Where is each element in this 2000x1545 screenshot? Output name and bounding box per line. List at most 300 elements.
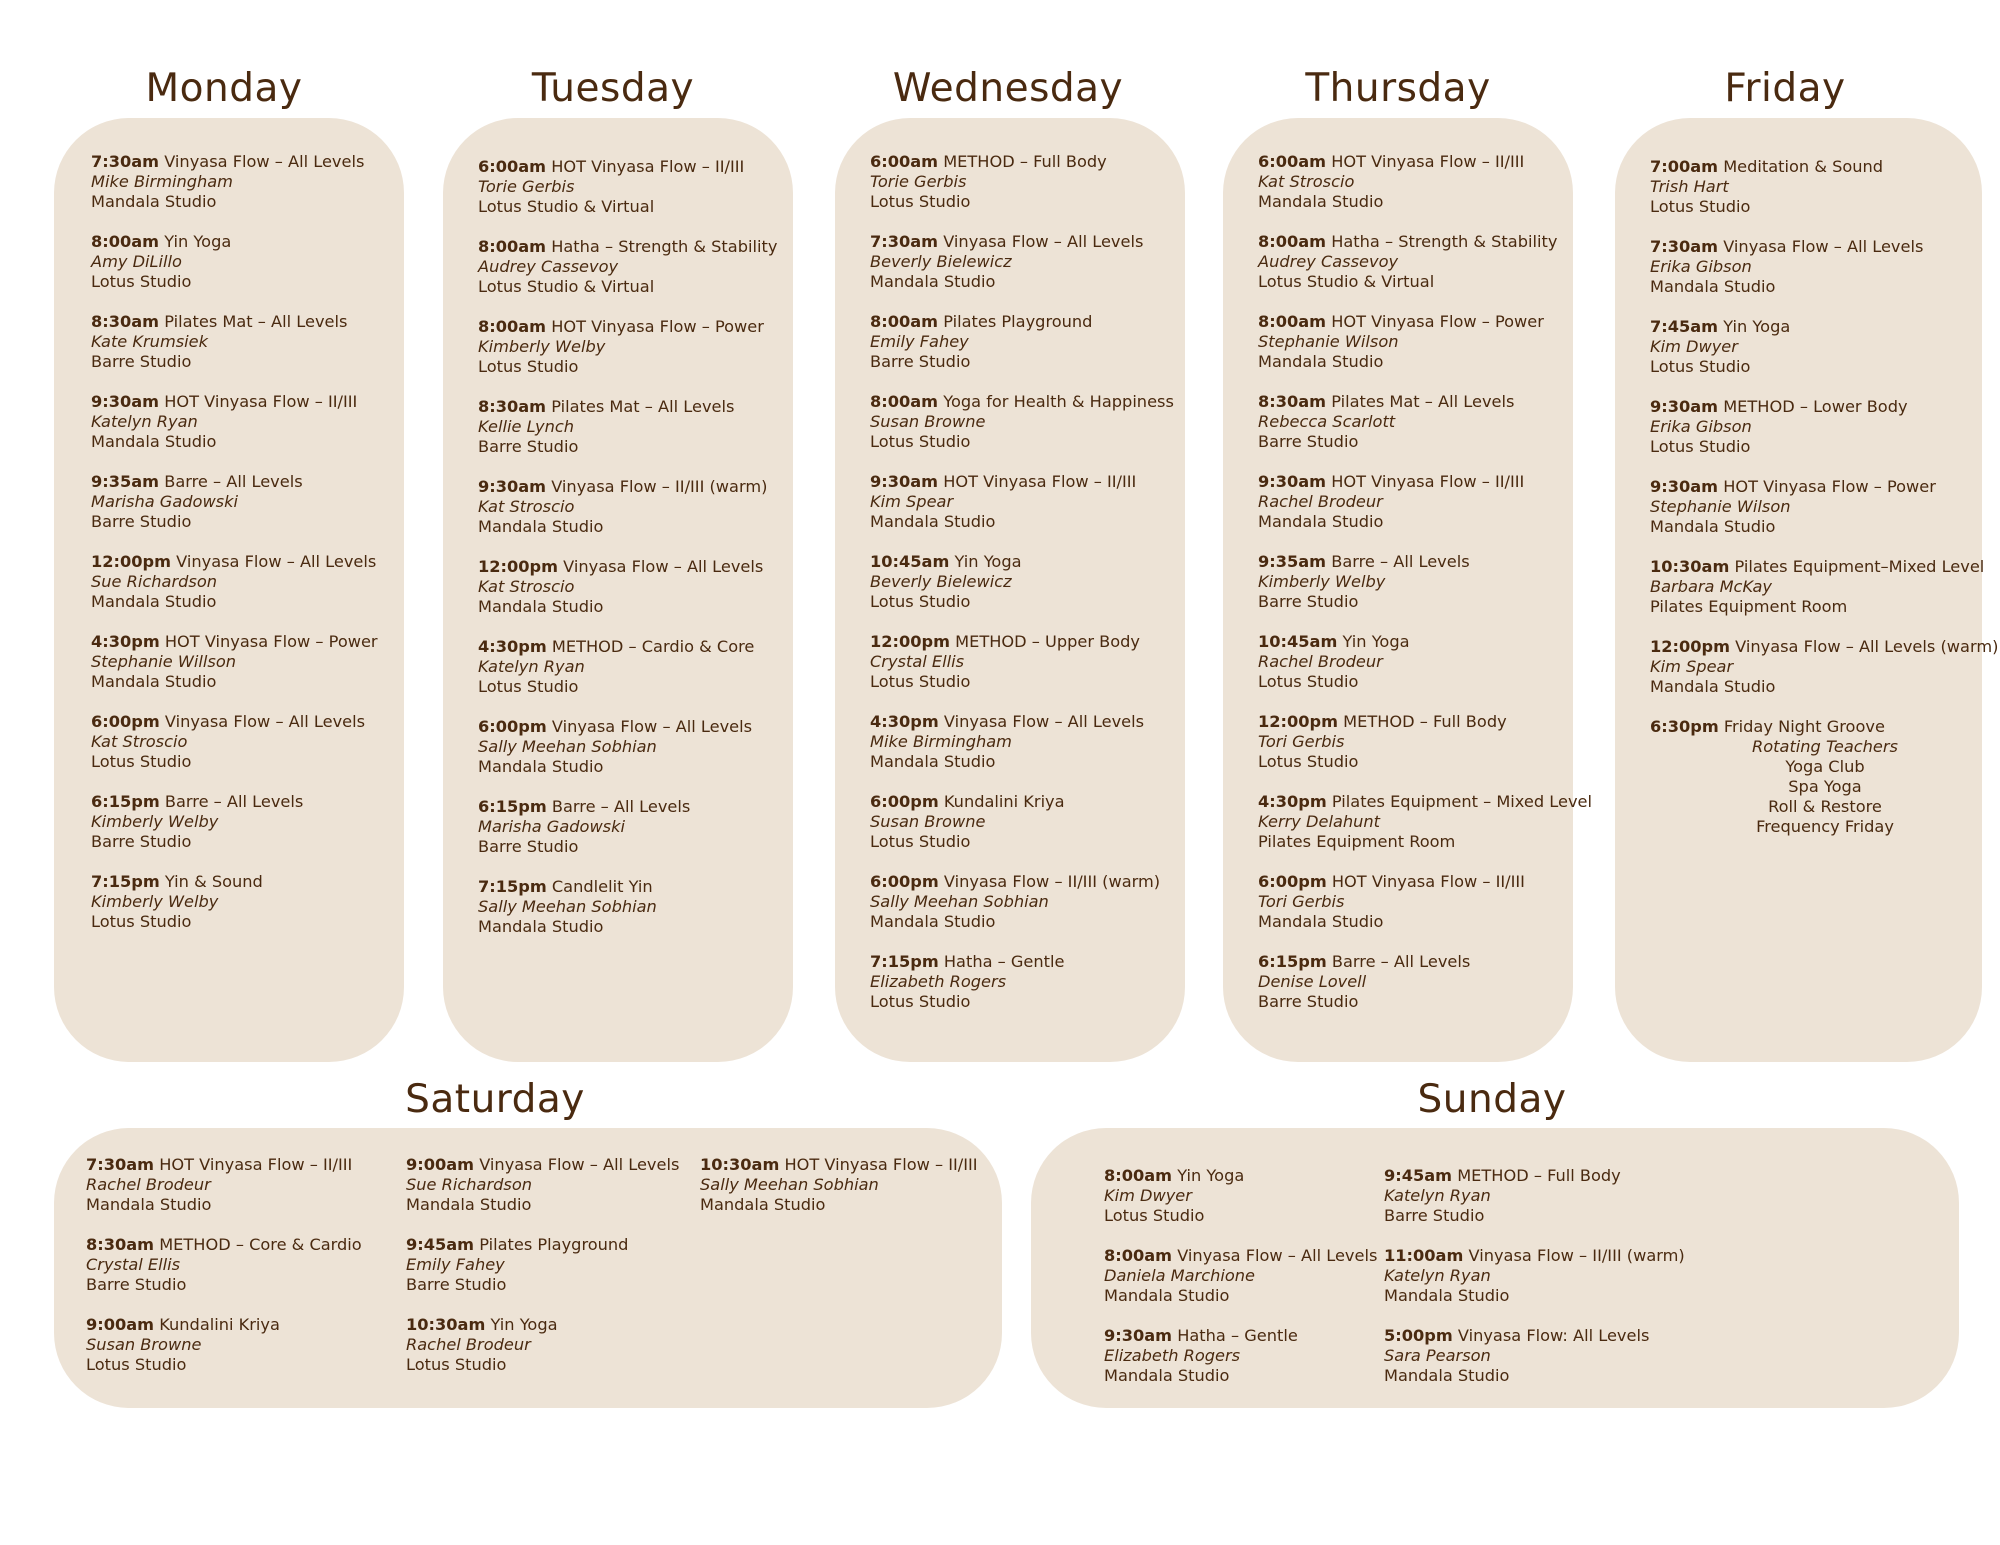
class-time: 8:30am — [478, 397, 547, 416]
class-time: 6:00am — [1258, 152, 1327, 171]
class-room: Mandala Studio — [1258, 912, 1384, 931]
class-time: 10:30am — [406, 1315, 486, 1334]
class-teacher: Susan Browne — [86, 1335, 202, 1354]
class-name: HOT Vinyasa Flow – Power — [551, 317, 764, 336]
class-teacher: Denise Lovell — [1258, 972, 1367, 991]
class-title-line — [870, 632, 1174, 652]
class-name: METHOD – Cardio & Core — [551, 637, 755, 656]
class-time: 4:30pm — [478, 637, 547, 656]
class-entry — [1650, 157, 1998, 217]
class-room: Mandala Studio — [478, 917, 604, 936]
class-teacher: Sally Meehan Sobhian — [478, 897, 657, 916]
class-name: METHOD – Full Body — [943, 152, 1107, 171]
class-time: 12:00pm — [870, 632, 950, 651]
class-title-line — [1258, 392, 1592, 412]
class-teacher: Daniela Marchione — [1104, 1266, 1255, 1285]
class-teacher: Kate Krumsiek — [91, 332, 208, 351]
class-room: Barre Studio — [1258, 432, 1359, 451]
class-name: Vinyasa Flow – All Levels — [563, 557, 764, 576]
class-entry — [870, 392, 1174, 452]
class-time: 6:15pm — [1258, 952, 1327, 971]
class-teacher: Kellie Lynch — [478, 417, 575, 436]
class-room: Lotus Studio — [1104, 1206, 1205, 1225]
class-name: Barre – All Levels — [1331, 952, 1471, 971]
class-name: Pilates Playground — [943, 312, 1093, 331]
class-title-line — [478, 237, 777, 257]
class-name: HOT Vinyasa Flow – II/III — [1331, 872, 1525, 891]
class-teacher: Sue Richardson — [91, 572, 217, 591]
class-room: Barre Studio — [406, 1275, 507, 1294]
class-entry — [478, 717, 777, 777]
class-time: 9:35am — [91, 472, 160, 491]
class-title-line — [870, 312, 1174, 332]
class-entry — [91, 792, 378, 852]
class-title-line — [870, 392, 1174, 412]
class-teacher: Amy DiLillo — [91, 252, 182, 271]
class-name: Vinyasa Flow – II/III (warm) — [1468, 1246, 1685, 1265]
saturday-column-2 — [406, 1155, 679, 1395]
class-name: METHOD – Upper Body — [955, 632, 1141, 651]
class-entry — [870, 632, 1174, 692]
class-room: Barre Studio — [1384, 1206, 1485, 1225]
class-name: Vinyasa Flow – All Levels — [479, 1155, 680, 1174]
class-name: HOT Vinyasa Flow – II/III — [164, 392, 358, 411]
class-title-line — [1104, 1166, 1377, 1186]
class-title-line — [1258, 792, 1592, 812]
class-time: 9:30am — [91, 392, 160, 411]
thursday-schedule — [1258, 152, 1592, 1032]
class-entry — [91, 312, 378, 372]
class-time: 10:30am — [700, 1155, 780, 1174]
class-entry — [91, 632, 378, 692]
class-teacher: Rachel Brodeur — [1258, 492, 1383, 511]
class-time: 9:30am — [870, 472, 939, 491]
class-time: 8:00am — [1104, 1166, 1173, 1185]
class-title-line — [870, 472, 1174, 492]
class-time: 4:30pm — [1258, 792, 1327, 811]
day-title-friday: Friday — [1724, 66, 1846, 111]
class-name: Vinyasa Flow – All Levels (warm) — [1735, 637, 1999, 656]
class-entry — [406, 1235, 679, 1295]
class-room: Lotus Studio & Virtual — [478, 197, 655, 216]
day-title-monday: Monday — [145, 66, 303, 111]
class-title-line — [1650, 157, 1998, 177]
class-name: Hatha – Strength & Stability — [551, 237, 778, 256]
class-title-line — [91, 632, 378, 652]
class-title-line — [1650, 557, 1998, 577]
class-name: Kundalini Kriya — [943, 792, 1065, 811]
class-title-line — [870, 552, 1174, 572]
class-room: Mandala Studio — [1650, 677, 1776, 696]
class-title-line — [1384, 1166, 1685, 1186]
class-name: HOT Vinyasa Flow – Power — [1723, 477, 1936, 496]
class-teacher: Katelyn Ryan — [91, 412, 198, 431]
class-teacher: Katelyn Ryan — [1384, 1266, 1491, 1285]
class-teacher: Rachel Brodeur — [1258, 652, 1383, 671]
class-entry — [1258, 792, 1592, 852]
class-teacher: Trish Hart — [1650, 177, 1729, 196]
class-time: 8:00am — [1104, 1246, 1173, 1265]
class-room: Lotus Studio — [870, 672, 971, 691]
sunday-column-2 — [1384, 1166, 1685, 1406]
class-room: Barre Studio — [870, 352, 971, 371]
class-teacher: Kimberly Welby — [478, 337, 606, 356]
class-name: Vinyasa Flow – All Levels — [943, 712, 1145, 731]
class-title-line — [91, 712, 378, 732]
class-time: 6:00pm — [1258, 872, 1327, 891]
class-title-line — [1384, 1326, 1685, 1346]
class-entry — [870, 232, 1174, 292]
class-room: Lotus Studio — [870, 432, 971, 451]
tuesday-schedule — [478, 157, 777, 957]
class-title-line — [86, 1155, 362, 1175]
class-time: 6:15pm — [478, 797, 547, 816]
class-title-line — [700, 1155, 978, 1175]
class-time: 8:00am — [91, 232, 160, 251]
class-name: Meditation & Sound — [1723, 157, 1884, 176]
class-entry — [91, 712, 378, 772]
class-time: 7:30am — [91, 152, 160, 171]
class-name: HOT Vinyasa Flow – Power — [164, 632, 378, 651]
class-name: HOT Vinyasa Flow – II/III — [159, 1155, 353, 1174]
class-time: 7:15pm — [478, 877, 547, 896]
class-teacher: Marisha Gadowski — [91, 492, 238, 511]
class-title-line — [1258, 312, 1592, 332]
class-title-line — [478, 477, 777, 497]
class-entry — [870, 552, 1174, 612]
class-teacher: Stephanie Wilson — [1258, 332, 1399, 351]
class-teacher: Kimberly Welby — [1258, 572, 1386, 591]
class-room: Lotus Studio — [406, 1355, 507, 1374]
class-room: Mandala Studio — [91, 672, 217, 691]
class-teacher: Kat Stroscio — [478, 577, 575, 596]
class-time: 7:00am — [1650, 157, 1719, 176]
class-title-line — [1650, 237, 1998, 257]
class-name: METHOD – Full Body — [1343, 712, 1507, 731]
class-name: Yin Yoga — [1342, 632, 1410, 651]
class-entry — [91, 232, 378, 292]
class-time: 7:30am — [1650, 237, 1719, 256]
class-entry — [1104, 1246, 1377, 1306]
class-teacher: Rachel Brodeur — [406, 1335, 531, 1354]
class-name: Kundalini Kriya — [159, 1315, 280, 1334]
class-room: Lotus Studio & Virtual — [478, 277, 655, 296]
class-time: 11:00am — [1384, 1246, 1464, 1265]
class-teacher: Sally Meehan Sobhian — [478, 737, 657, 756]
class-entry — [91, 472, 378, 532]
class-title-line — [1104, 1246, 1377, 1266]
class-teacher: Crystal Ellis — [86, 1255, 181, 1274]
class-room: Lotus Studio — [478, 357, 579, 376]
class-teacher: Kat Stroscio — [478, 497, 575, 516]
class-entry — [1258, 712, 1592, 772]
class-title-line — [478, 557, 777, 577]
class-room: Mandala Studio — [870, 752, 996, 771]
groove-item: Spa Yoga — [1788, 777, 1862, 796]
class-name: Candlelit Yin — [551, 877, 653, 896]
class-time: 8:00am — [1258, 232, 1327, 251]
class-name: HOT Vinyasa Flow – Power — [1331, 312, 1544, 331]
class-title-line — [91, 552, 378, 572]
class-name: METHOD – Core & Cardio — [159, 1235, 362, 1254]
class-name: Vinyasa Flow – All Levels — [1723, 237, 1924, 256]
class-time: 12:00pm — [1650, 637, 1730, 656]
class-name: Vinyasa Flow – All Levels — [943, 232, 1144, 251]
class-title-line — [86, 1235, 362, 1255]
class-entry — [86, 1315, 362, 1375]
class-entry — [478, 477, 777, 537]
class-room: Lotus Studio — [870, 192, 971, 211]
class-name: Vinyasa Flow – All Levels — [164, 712, 366, 731]
class-title-line — [406, 1155, 679, 1175]
class-room: Mandala Studio — [1650, 277, 1776, 296]
class-name: Yin Yoga — [490, 1315, 558, 1334]
day-title-saturday: Saturday — [405, 1077, 585, 1122]
monday-schedule — [91, 152, 378, 952]
class-entry — [1650, 397, 1998, 457]
class-room: Lotus Studio — [1258, 752, 1359, 771]
class-time: 8:30am — [1258, 392, 1327, 411]
class-name: Barre – All Levels — [164, 472, 303, 491]
class-title-line — [406, 1235, 679, 1255]
class-title-line — [1258, 472, 1592, 492]
day-title-wednesday: Wednesday — [892, 66, 1124, 111]
class-time: 8:00am — [478, 317, 547, 336]
class-name: HOT Vinyasa Flow – II/III — [943, 472, 1137, 491]
class-time: 8:00am — [870, 392, 939, 411]
class-title-line — [478, 157, 777, 177]
class-time: 9:00am — [406, 1155, 475, 1174]
class-room: Barre Studio — [478, 437, 579, 456]
class-title-line — [91, 792, 378, 812]
groove-item: Roll & Restore — [1768, 797, 1882, 816]
class-title-line — [478, 317, 777, 337]
class-name: Pilates Equipment – Mixed Level — [1331, 792, 1592, 811]
class-name: Hatha – Gentle — [1177, 1326, 1298, 1345]
class-room: Mandala Studio — [406, 1195, 532, 1214]
class-entry — [1650, 637, 1998, 697]
class-name: METHOD – Full Body — [1457, 1166, 1621, 1185]
class-name: Vinyasa Flow – All Levels — [1177, 1246, 1378, 1265]
class-room: Pilates Equipment Room — [1650, 597, 1848, 616]
class-room: Lotus Studio — [1650, 437, 1751, 456]
class-title-line — [1258, 632, 1592, 652]
class-name: Vinyasa Flow: All Levels — [1457, 1326, 1650, 1345]
class-entry — [478, 637, 777, 697]
day-title-sunday: Sunday — [1417, 1077, 1567, 1122]
class-entry — [478, 157, 777, 217]
class-time: 8:00am — [870, 312, 939, 331]
class-entry — [1258, 872, 1592, 932]
class-name: Pilates Mat – All Levels — [164, 312, 348, 331]
class-time: 10:45am — [870, 552, 950, 571]
class-name: Pilates Playground — [479, 1235, 629, 1254]
class-entry — [870, 152, 1174, 212]
class-name: HOT Vinyasa Flow – II/III — [1331, 152, 1525, 171]
class-name: Vinyasa Flow – All Levels — [551, 717, 753, 736]
friday-groove — [1650, 717, 1940, 837]
class-teacher: Kim Spear — [870, 492, 954, 511]
class-room: Mandala Studio — [1104, 1286, 1230, 1305]
class-teacher: Audrey Cassevoy — [1258, 252, 1399, 271]
class-time: 9:00am — [86, 1315, 155, 1334]
class-entry — [86, 1155, 362, 1215]
class-time: 6:00am — [478, 157, 547, 176]
class-teacher: Beverly Bielewicz — [870, 252, 1012, 271]
class-room: Mandala Studio — [700, 1195, 826, 1214]
class-entry — [870, 952, 1174, 1012]
class-name: Hatha – Strength & Stability — [1331, 232, 1558, 251]
class-room: Mandala Studio — [870, 912, 996, 931]
class-title-line — [91, 312, 378, 332]
class-time: 7:45am — [1650, 317, 1719, 336]
class-name: Barre – All Levels — [551, 797, 691, 816]
class-title-line — [1384, 1246, 1685, 1266]
class-teacher: Crystal Ellis — [870, 652, 965, 671]
class-entry — [1258, 552, 1592, 612]
class-room: Lotus Studio — [91, 752, 192, 771]
class-title-line — [86, 1315, 362, 1335]
class-entry — [1650, 237, 1998, 297]
class-time: 12:00pm — [478, 557, 558, 576]
class-entry — [1650, 317, 1998, 377]
class-entry — [1104, 1326, 1377, 1386]
day-title-tuesday: Tuesday — [531, 66, 695, 111]
class-teacher: Sue Richardson — [406, 1175, 532, 1194]
class-room: Barre Studio — [91, 352, 192, 371]
class-teacher: Kat Stroscio — [91, 732, 188, 751]
class-teacher: Mike Birmingham — [91, 172, 233, 191]
class-entry — [870, 312, 1174, 372]
class-teacher: Sara Pearson — [1384, 1346, 1491, 1365]
class-title-line — [478, 877, 777, 897]
class-room: Mandala Studio — [91, 192, 217, 211]
class-time: 10:45am — [1258, 632, 1338, 651]
class-room: Mandala Studio — [1650, 517, 1776, 536]
class-title-line — [870, 152, 1174, 172]
class-time: 6:00pm — [870, 872, 939, 891]
class-time: 9:30am — [1650, 477, 1719, 496]
class-teacher: Kim Dwyer — [1650, 337, 1738, 356]
class-entry — [1258, 232, 1592, 292]
friday-schedule — [1650, 157, 1998, 717]
class-teacher: Sally Meehan Sobhian — [700, 1175, 879, 1194]
class-title-line — [1258, 712, 1592, 732]
class-room: Mandala Studio — [1384, 1286, 1510, 1305]
class-name: Hatha – Gentle — [943, 952, 1065, 971]
day-title-thursday: Thursday — [1305, 66, 1491, 111]
class-title-line — [870, 952, 1174, 972]
class-room: Lotus Studio — [91, 912, 192, 931]
class-room: Lotus Studio — [1650, 357, 1751, 376]
class-entry — [1258, 632, 1592, 692]
class-entry — [91, 872, 378, 932]
class-title-line — [1258, 552, 1592, 572]
class-title-line — [91, 232, 378, 252]
class-time: 4:30pm — [91, 632, 160, 651]
class-room: Mandala Studio — [1384, 1366, 1510, 1385]
class-room: Barre Studio — [91, 832, 192, 851]
class-teacher: Kat Stroscio — [1258, 172, 1355, 191]
class-title-line — [870, 872, 1174, 892]
class-entry — [1258, 392, 1592, 452]
class-entry — [91, 152, 378, 212]
class-room: Mandala Studio — [91, 592, 217, 611]
class-name: Yoga for Health & Happiness — [943, 392, 1174, 411]
class-entry — [1258, 152, 1592, 212]
class-teacher: Tori Gerbis — [1258, 892, 1345, 911]
class-room: Mandala Studio — [1258, 512, 1384, 531]
class-title-line — [478, 717, 777, 737]
class-title-line — [91, 152, 378, 172]
class-room: Lotus Studio — [870, 992, 971, 1011]
class-room: Lotus Studio — [478, 677, 579, 696]
class-entry — [870, 792, 1174, 852]
class-name: HOT Vinyasa Flow – II/III — [551, 157, 745, 176]
class-name: Pilates Mat – All Levels — [551, 397, 735, 416]
class-entry — [478, 397, 777, 457]
class-name: Yin Yoga — [954, 552, 1022, 571]
class-title-line — [1258, 232, 1592, 252]
class-teacher: Erika Gibson — [1650, 417, 1752, 436]
class-time: 9:45am — [1384, 1166, 1453, 1185]
class-title-line — [1650, 477, 1998, 497]
class-entry — [478, 317, 777, 377]
class-title-line — [478, 637, 777, 657]
class-name: Vinyasa Flow – All Levels — [164, 152, 365, 171]
class-name: Vinyasa Flow – All Levels — [176, 552, 377, 571]
class-room: Lotus Studio — [870, 592, 971, 611]
class-title-line — [1258, 872, 1592, 892]
class-room: Mandala Studio — [478, 597, 604, 616]
groove-name: Friday Night Groove — [1723, 717, 1885, 736]
class-entry — [406, 1155, 679, 1215]
class-entry — [870, 872, 1174, 932]
class-entry — [1258, 952, 1592, 1012]
class-time: 8:30am — [91, 312, 160, 331]
class-room: Lotus Studio — [91, 272, 192, 291]
class-time: 9:45am — [406, 1235, 475, 1254]
groove-details — [1710, 737, 1940, 837]
class-time: 9:30am — [478, 477, 547, 496]
class-room: Barre Studio — [1258, 992, 1359, 1011]
class-room: Mandala Studio — [870, 512, 996, 531]
class-teacher: Emily Fahey — [406, 1255, 505, 1274]
class-teacher: Katelyn Ryan — [1384, 1186, 1491, 1205]
class-teacher: Audrey Cassevoy — [478, 257, 619, 276]
class-title-line — [406, 1315, 679, 1335]
class-time: 8:30am — [86, 1235, 155, 1254]
class-time: 7:30am — [870, 232, 939, 251]
class-room: Mandala Studio — [1104, 1366, 1230, 1385]
saturday-column-1 — [86, 1155, 362, 1395]
class-teacher: Emily Fahey — [870, 332, 969, 351]
class-time: 6:15pm — [91, 792, 160, 811]
class-teacher: Susan Browne — [870, 412, 986, 431]
class-title-line — [870, 712, 1174, 732]
class-time: 12:00pm — [91, 552, 171, 571]
class-title-line — [91, 472, 378, 492]
class-room: Lotus Studio — [1650, 197, 1751, 216]
class-name: Yin Yoga — [1177, 1166, 1245, 1185]
class-teacher: Torie Gerbis — [870, 172, 967, 191]
class-time: 6:00am — [870, 152, 939, 171]
wednesday-schedule — [870, 152, 1174, 1032]
class-title-line — [478, 797, 777, 817]
class-time: 8:00am — [478, 237, 547, 256]
class-entry — [86, 1235, 362, 1295]
groove-time: 6:30pm — [1650, 717, 1719, 736]
